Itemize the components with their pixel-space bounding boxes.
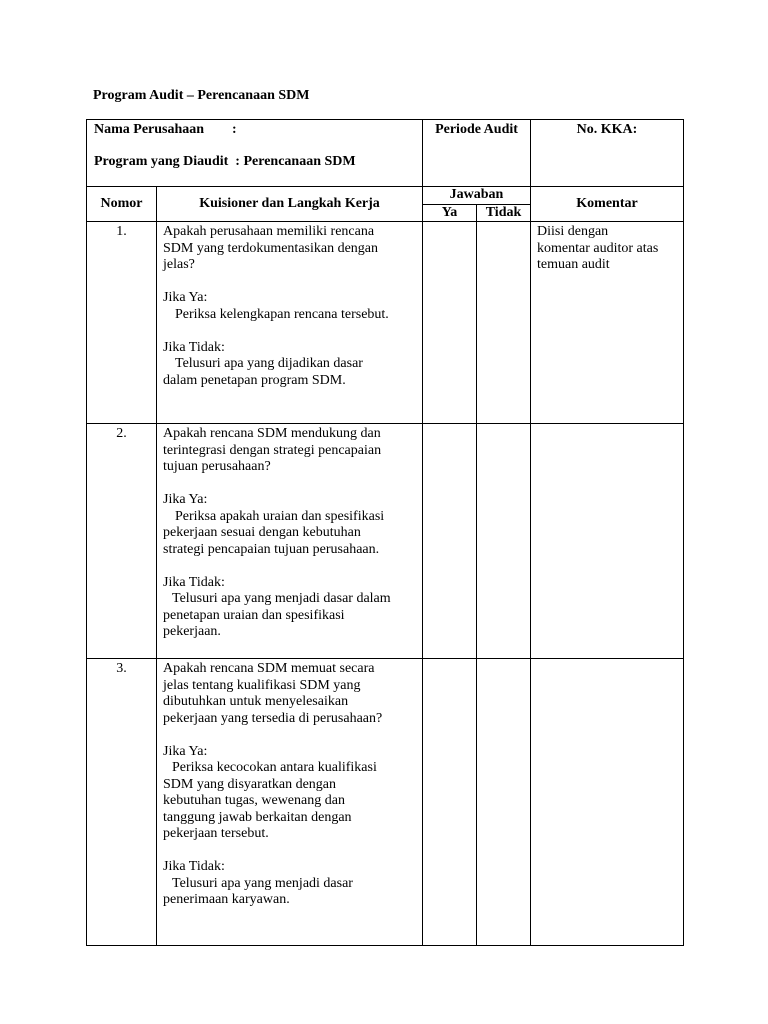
if-yes-step: strategi pencapaian tujuan perusahaan. bbox=[163, 541, 380, 557]
question-line: Apakah perusahaan memiliki rencana bbox=[163, 224, 375, 239]
question-line: tujuan perusahaan? bbox=[163, 459, 271, 474]
comment-cell[interactable] bbox=[531, 222, 684, 424]
if-yes-label: Jika Ya: bbox=[163, 492, 208, 507]
if-yes-step: SDM yang disyaratkan dengan bbox=[163, 776, 337, 792]
audited-program-label: Program yang Diaudit : Perencanaan SDM bbox=[94, 154, 356, 169]
if-yes-label: Jika Ya: bbox=[163, 290, 208, 305]
question-line: jelas tentang kualifikasi SDM yang bbox=[163, 677, 361, 693]
column-header-row-1 bbox=[87, 187, 684, 205]
row-number: 1. bbox=[87, 222, 157, 424]
audit-period-label: Periode Audit bbox=[435, 122, 518, 137]
if-yes-step: Periksa kelengkapan rencana tersebut. bbox=[175, 306, 389, 322]
answer-tidak-cell[interactable] bbox=[477, 659, 531, 946]
kka-number-cell bbox=[531, 120, 684, 187]
comment-line: komentar auditor atas bbox=[537, 240, 659, 256]
if-yes-step: pekerjaan tersebut. bbox=[163, 826, 269, 841]
col-header-tidak: Tidak bbox=[477, 204, 531, 222]
comment-line: temuan audit bbox=[537, 257, 610, 272]
if-yes-step: pekerjaan sesuai dengan kebutuhan bbox=[163, 525, 361, 540]
row-number: 3. bbox=[87, 659, 157, 946]
question-line: Apakah rencana SDM memuat secara bbox=[163, 661, 375, 676]
col-header-komentar: Komentar bbox=[531, 187, 684, 222]
if-no-step: Telusuri apa yang menjadi dasar dalam bbox=[172, 591, 391, 606]
company-name-label: Nama Perusahaan : bbox=[94, 122, 237, 137]
if-no-label: Jika Tidak: bbox=[163, 859, 225, 874]
comment-cell[interactable] bbox=[531, 424, 684, 659]
if-no-step: penerimaan karyawan. bbox=[163, 892, 290, 907]
question-line: dibutuhkan untuk menyelesaikan bbox=[163, 694, 349, 709]
answer-tidak-cell[interactable] bbox=[477, 424, 531, 659]
table-row-2 bbox=[87, 424, 684, 659]
col-header-ya: Ya bbox=[423, 204, 477, 222]
answer-ya-cell[interactable] bbox=[423, 222, 477, 424]
answer-ya-cell[interactable] bbox=[423, 424, 477, 659]
question-cell bbox=[157, 424, 423, 659]
table-row-3 bbox=[87, 659, 684, 946]
header-info-cell bbox=[87, 120, 423, 187]
answer-tidak-cell[interactable] bbox=[477, 222, 531, 424]
table-row-1 bbox=[87, 222, 684, 424]
if-no-label: Jika Tidak: bbox=[163, 574, 225, 590]
question-line: Apakah rencana SDM mendukung dan bbox=[163, 426, 381, 441]
audit-period-cell bbox=[423, 120, 531, 187]
if-no-step: dalam penetapan program SDM. bbox=[163, 372, 346, 388]
if-no-step: pekerjaan. bbox=[163, 624, 221, 639]
question-line: jelas? bbox=[163, 257, 195, 272]
question-line: terintegrasi dengan strategi pencapaian bbox=[163, 442, 382, 458]
if-yes-step: Periksa apakah uraian dan spesifikasi bbox=[175, 508, 385, 524]
if-yes-step: Periksa kecocokan antara kualifikasi bbox=[172, 760, 377, 775]
comment-line: Diisi dengan bbox=[537, 224, 609, 239]
col-header-jawaban: Jawaban bbox=[423, 187, 531, 205]
kka-number-label: No. KKA: bbox=[576, 122, 638, 137]
comment-cell[interactable] bbox=[531, 659, 684, 946]
document-title: Program Audit – Perencanaan SDM bbox=[93, 88, 310, 103]
question-line: pekerjaan yang tersedia di perusahaan? bbox=[163, 710, 383, 726]
if-no-label: Jika Tidak: bbox=[163, 339, 225, 355]
col-header-kuisioner: Kuisioner dan Langkah Kerja bbox=[157, 187, 423, 222]
col-header-nomor: Nomor bbox=[87, 187, 157, 222]
if-yes-step: kebutuhan tugas, wewenang dan bbox=[163, 793, 345, 808]
question-cell bbox=[157, 659, 423, 946]
if-no-step: Telusuri apa yang dijadikan dasar bbox=[175, 356, 363, 371]
if-yes-step: tanggung jawab berkaitan dengan bbox=[163, 809, 352, 825]
if-yes-label: Jika Ya: bbox=[163, 743, 208, 759]
header-info-row bbox=[87, 120, 684, 187]
audit-program-table bbox=[86, 119, 684, 946]
question-line: SDM yang terdokumentasikan dengan bbox=[163, 240, 379, 256]
if-no-step: penetapan uraian dan spesifikasi bbox=[163, 607, 345, 623]
answer-ya-cell[interactable] bbox=[423, 659, 477, 946]
question-cell bbox=[157, 222, 423, 424]
if-no-step: Telusuri apa yang menjadi dasar bbox=[172, 875, 353, 891]
row-number: 2. bbox=[87, 424, 157, 659]
